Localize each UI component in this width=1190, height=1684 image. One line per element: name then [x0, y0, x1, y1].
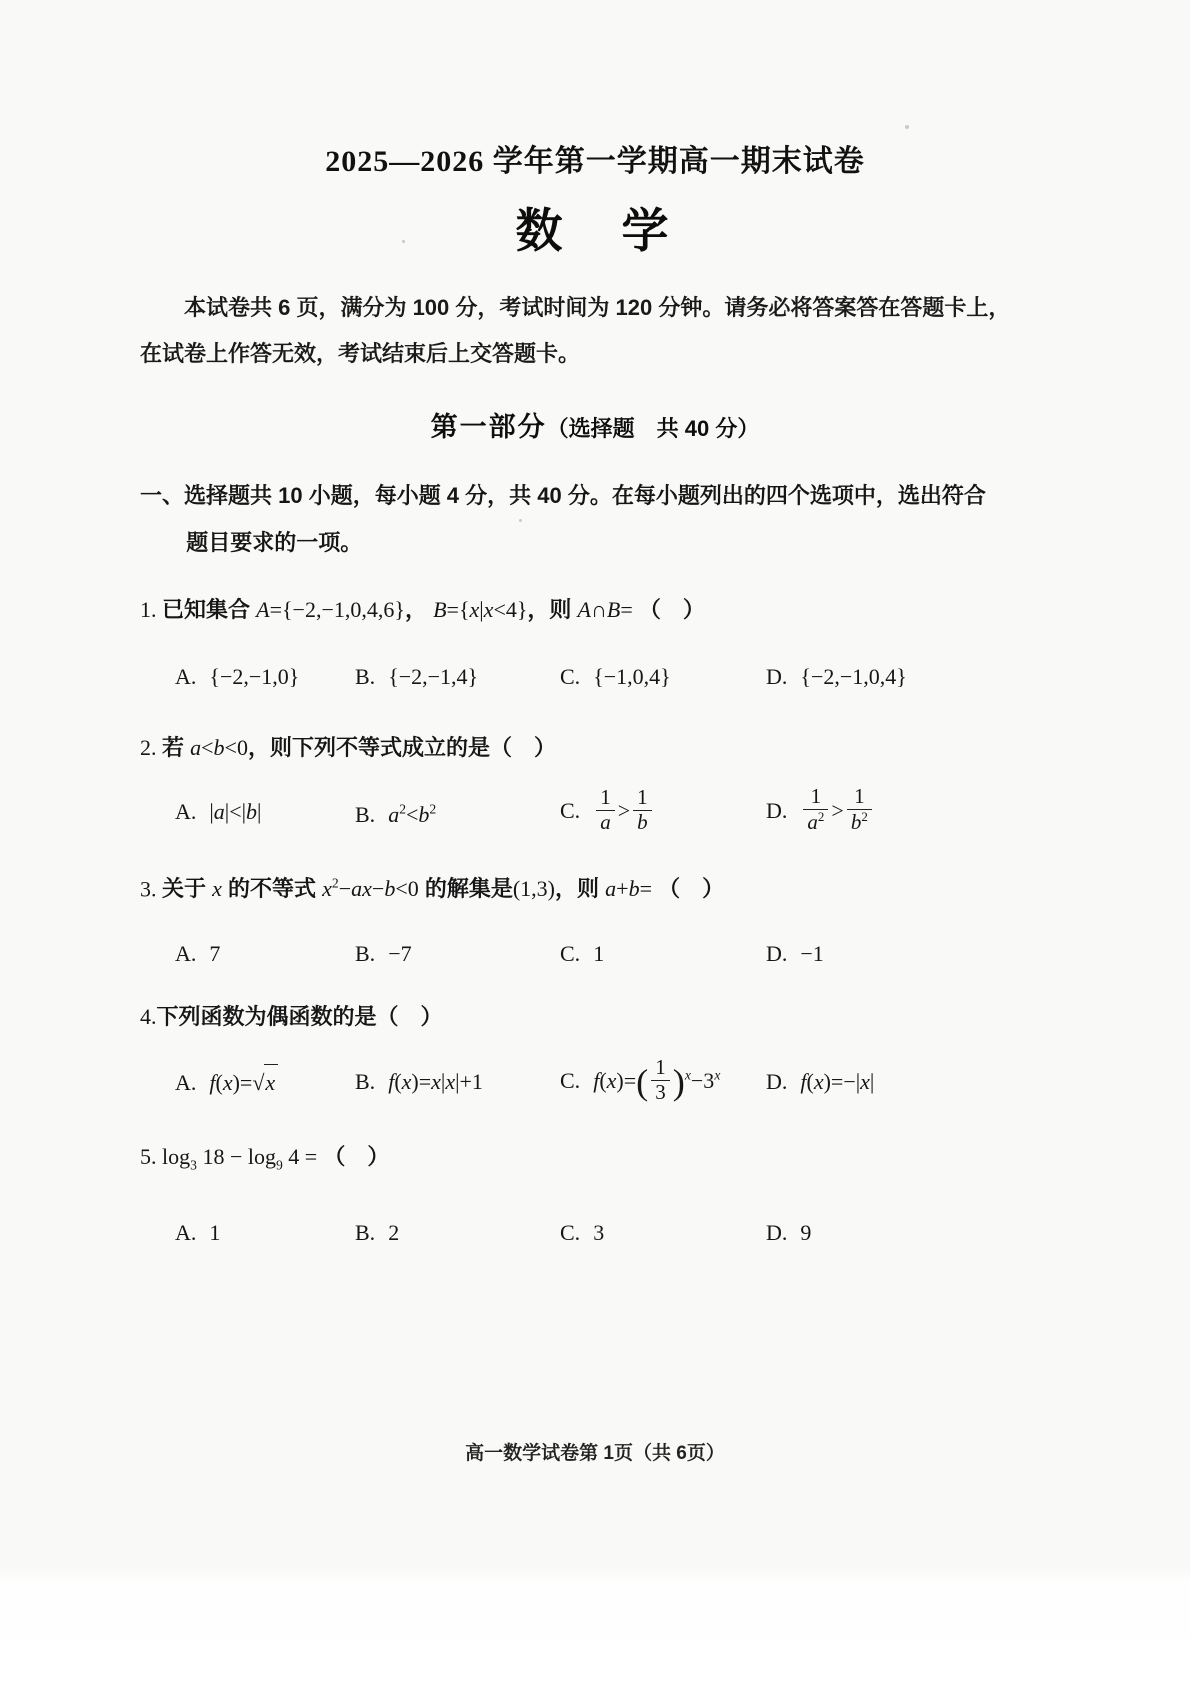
option-label: B.: [355, 941, 376, 967]
text-run: −: [371, 876, 385, 902]
question-2-text: [162, 735, 556, 760]
text-run: 1: [209, 1219, 221, 1245]
question-3: [140, 866, 1050, 971]
choice-section-instructions: [140, 472, 1050, 566]
text-run: 2: [399, 801, 406, 817]
text-run: f: [388, 1069, 395, 1095]
fraction: [596, 786, 615, 834]
text-run: |: [209, 799, 214, 824]
text-run: A: [256, 597, 270, 622]
question-3-stem: [140, 866, 1050, 907]
question-5-option-a: [175, 1216, 355, 1250]
text-run: b: [246, 799, 258, 824]
text-run: 2: [817, 809, 825, 824]
text-run: f: [593, 1068, 600, 1094]
text-run: (1,3): [512, 876, 556, 902]
text-run: A: [577, 597, 591, 622]
text-run: (: [394, 1069, 402, 1095]
text-run: 7: [209, 941, 221, 967]
text-run: b: [628, 876, 640, 902]
question-2-option-a: [175, 795, 355, 829]
page-footer: 高一数学试卷第 1页（共 6页）: [465, 1443, 725, 1464]
option-value: [800, 1069, 874, 1094]
question-5-option-d: [766, 1216, 1050, 1250]
text-run: a: [605, 876, 617, 902]
question-1-option-a: [175, 660, 355, 694]
question-3-options: [175, 937, 1050, 971]
option-label: A.: [175, 799, 197, 824]
option-value: [593, 664, 671, 689]
text-run: 9: [275, 1157, 283, 1173]
text-run: a: [600, 809, 611, 834]
option-value: [593, 784, 654, 834]
text-run: =: [299, 1144, 318, 1170]
text-run: )=: [616, 1068, 637, 1094]
text-run: 2: [429, 801, 437, 817]
text-run: =: [269, 597, 282, 622]
text-run: 的不等式: [221, 876, 323, 902]
question-1-text: [162, 597, 705, 622]
text-run: 1: [600, 784, 611, 809]
option-label: C.: [560, 1219, 581, 1245]
text-run: >: [831, 797, 844, 823]
text-run: |: [440, 1069, 446, 1095]
section-subtitle: （选择题 共 40 分）: [546, 416, 760, 441]
text-run: (: [599, 1068, 607, 1094]
text-run: 已知集合: [162, 597, 257, 622]
question-2-option-b: [355, 792, 560, 831]
text-run: {−2,−1,0,4,6}: [282, 597, 405, 622]
text-run: log: [247, 1144, 276, 1170]
question-4-option-c: [560, 1055, 766, 1106]
text-run: )=−|: [823, 1069, 861, 1095]
text-run: b: [637, 809, 648, 834]
text-run: 3: [593, 1219, 605, 1245]
question-3-option-b: [355, 937, 560, 971]
fraction: [651, 1056, 670, 1104]
question-4-options: [175, 1055, 1050, 1109]
text-run: x: [813, 1069, 824, 1095]
option-label: C.: [560, 797, 581, 823]
choice-instructions-line-1: 一、选择题共 10 小题，每小题 4 分，共 40 分。在每小题列出的四个选项中，选出符合: [140, 483, 986, 508]
text-run: |: [257, 799, 262, 824]
option-label: D.: [766, 1219, 788, 1245]
text-run: x: [445, 1069, 456, 1095]
text-run: 下列函数为偶函数的是（ ）: [156, 1004, 443, 1030]
question-4-text: [157, 1004, 443, 1029]
text-run: （ ）: [317, 1144, 390, 1170]
exam-title: 2025—2026 学年第一学期高一期末试卷: [325, 145, 865, 178]
text-run: B: [433, 597, 447, 622]
option-value: [800, 1220, 811, 1245]
option-label: C.: [560, 664, 581, 689]
text-run: x: [860, 1069, 870, 1095]
scan-speck: [519, 519, 522, 522]
question-1-option-c: [560, 660, 766, 694]
question-3-option-a: [175, 937, 355, 971]
question-4-option-d: [766, 1065, 1050, 1099]
question-2-option-c: [560, 784, 766, 836]
question-2: [140, 730, 1050, 842]
question-4-number: 4.: [140, 1004, 157, 1030]
option-value: [593, 1220, 604, 1245]
section-heading: [140, 405, 1050, 444]
text-run: )=: [232, 1070, 253, 1096]
option-label: B.: [355, 1069, 376, 1095]
text-run: <0: [224, 735, 248, 760]
text-run: x: [431, 1069, 441, 1095]
text-run: （ ）: [632, 597, 705, 622]
section-title: 第一部分: [430, 412, 547, 442]
text-run: <: [201, 735, 214, 760]
question-2-stem: [140, 730, 1050, 766]
text-run: {−2,−1,0}: [209, 664, 300, 689]
scan-speck: [905, 125, 909, 129]
exam-subject: 数 学: [515, 204, 675, 257]
fraction: [633, 786, 652, 834]
option-label: A.: [175, 1070, 197, 1096]
text-run: 关于: [162, 876, 213, 902]
option-value: [388, 1069, 483, 1094]
option-value: [209, 1220, 220, 1245]
question-4-stem: [140, 999, 1050, 1035]
text-run: 3: [655, 1079, 666, 1104]
question-3-option-c: [560, 937, 766, 971]
question-3-number: 3.: [140, 876, 162, 902]
choice-instructions-line-2: 题目要求的一项。: [186, 530, 363, 555]
text-run: ax: [351, 876, 372, 902]
question-2-options: [175, 782, 1050, 842]
text-run: }: [516, 597, 528, 622]
text-run: a: [190, 735, 202, 760]
text-run: b: [213, 735, 225, 760]
question-1-options: [175, 660, 1050, 694]
question-1-option-b: [355, 660, 560, 694]
text-run: =: [446, 597, 459, 622]
question-1-stem: [140, 592, 1050, 628]
text-run: −1: [800, 941, 824, 967]
text-run: 若: [162, 735, 191, 760]
text-run: )=: [411, 1069, 432, 1095]
option-value: [388, 802, 436, 827]
text-run: 18: [196, 1144, 225, 1170]
question-4: [140, 999, 1050, 1109]
option-label: D.: [766, 941, 788, 967]
text-run: =: [639, 876, 652, 902]
option-value: [800, 784, 874, 834]
text-run: |: [479, 597, 484, 622]
question-5-option-b: [355, 1216, 560, 1250]
text-run: <: [406, 801, 419, 827]
text-run: +: [616, 876, 629, 902]
question-5-options: [175, 1216, 1050, 1250]
fraction: [803, 785, 828, 834]
text-run: ，: [404, 597, 434, 622]
option-label: A.: [175, 1219, 197, 1245]
text-run: {: [458, 597, 470, 622]
question-2-option-d: [766, 784, 1050, 836]
text-run: b: [418, 801, 430, 827]
text-run: a: [388, 801, 400, 827]
text-run: |: [869, 1069, 875, 1095]
text-run: 4: [282, 1144, 300, 1170]
option-value: [209, 1070, 278, 1095]
text-run: ，则: [527, 597, 578, 622]
question-5-option-c: [560, 1216, 766, 1250]
text-run: 2: [388, 1219, 400, 1245]
text-run: =: [620, 597, 633, 622]
square-root: √ x: [252, 1064, 278, 1100]
text-run: {−1,0,4}: [593, 664, 671, 689]
option-label: D.: [766, 1069, 788, 1095]
question-5-text: [162, 1144, 390, 1173]
option-label: B.: [355, 1219, 376, 1245]
text-run: log: [162, 1144, 191, 1170]
text-run: 3: [190, 1157, 197, 1173]
instructions-line-1: 本试卷共 6 页，满分为 100 分，考试时间为 120 分钟。请务必将答案答在答题卡上，: [184, 295, 1011, 320]
option-value: [593, 1055, 721, 1104]
question-3-text: [162, 876, 724, 901]
question-1-number: 1.: [140, 597, 162, 622]
instructions-line-2: 在试卷上作答无效，考试结束后上交答题卡。: [140, 341, 581, 366]
text-run: <0: [395, 876, 419, 902]
option-label: A.: [175, 664, 197, 689]
text-run: |<|: [224, 799, 247, 824]
option-label: D.: [766, 664, 788, 689]
text-run: −7: [388, 941, 412, 967]
option-value: [593, 941, 604, 966]
text-run: 1: [810, 784, 822, 809]
text-run: >: [617, 797, 631, 823]
option-label: D.: [766, 797, 788, 823]
question-1: [140, 592, 1050, 694]
text-run: x: [401, 1069, 412, 1095]
text-run: b: [384, 876, 396, 902]
text-run: 的解集是: [418, 876, 513, 902]
text-run: 1: [854, 784, 865, 809]
text-run: x: [265, 1070, 276, 1096]
question-4-option-b: [355, 1065, 560, 1099]
text-run: (: [215, 1070, 223, 1096]
text-run: (: [636, 1062, 649, 1103]
option-label: C.: [560, 1068, 581, 1094]
exam-instructions: [140, 285, 1050, 377]
text-run: x: [483, 597, 494, 622]
option-value: [388, 941, 411, 966]
scan-speck: [402, 240, 405, 243]
option-value: [800, 664, 906, 689]
option-value: [388, 1220, 399, 1245]
text-run: ∩: [591, 597, 607, 622]
text-run: f: [800, 1069, 807, 1095]
text-run: 1: [637, 784, 648, 809]
text-run: |+1: [455, 1069, 483, 1095]
text-run: {−2,−1,0,4}: [800, 664, 907, 689]
text-run: （ ）: [651, 876, 725, 902]
question-5: [140, 1139, 1050, 1249]
text-run: −3: [690, 1068, 715, 1094]
text-run: −: [224, 1144, 248, 1170]
option-value: [209, 664, 299, 689]
question-5-stem: [140, 1139, 1050, 1183]
option-value: [800, 941, 823, 966]
option-value: [209, 941, 220, 966]
text-run: {−2,−1,4}: [388, 664, 479, 689]
text-run: 1: [593, 941, 605, 967]
text-run: x: [469, 597, 480, 622]
text-run: x: [322, 876, 332, 902]
text-run: 2: [861, 809, 868, 824]
fraction: [847, 785, 872, 834]
text-run: ，则: [555, 876, 606, 902]
text-run: −: [338, 876, 352, 902]
text-run: ，则下列不等式成立的是（ ）: [247, 735, 556, 760]
question-3-option-d: [766, 937, 1050, 971]
text-run: x: [714, 1067, 721, 1083]
question-1-option-d: [766, 660, 1050, 694]
text-run: (: [806, 1069, 814, 1095]
option-value: [388, 664, 478, 689]
text-run: x: [684, 1067, 691, 1083]
text-run: x: [212, 876, 222, 902]
text-run: x: [222, 1070, 233, 1096]
question-4-option-a: [175, 1064, 355, 1100]
option-label: C.: [560, 941, 581, 967]
text-run: b: [850, 810, 862, 834]
question-2-number: 2.: [140, 735, 162, 760]
text-run: x: [606, 1068, 617, 1094]
text-run: f: [209, 1070, 216, 1096]
text-run: a: [807, 810, 818, 834]
option-label: A.: [175, 941, 197, 967]
text-run: <4: [493, 597, 517, 622]
option-label: B.: [355, 801, 376, 827]
text-run: 2: [331, 876, 339, 891]
text-run: B: [606, 597, 621, 622]
text-run: ): [672, 1062, 685, 1103]
text-run: a: [213, 799, 225, 824]
text-run: 9: [800, 1219, 812, 1245]
option-label: B.: [355, 664, 376, 689]
text-run: 1: [655, 1055, 666, 1080]
option-value: [209, 799, 261, 824]
question-5-number: 5.: [140, 1144, 162, 1170]
